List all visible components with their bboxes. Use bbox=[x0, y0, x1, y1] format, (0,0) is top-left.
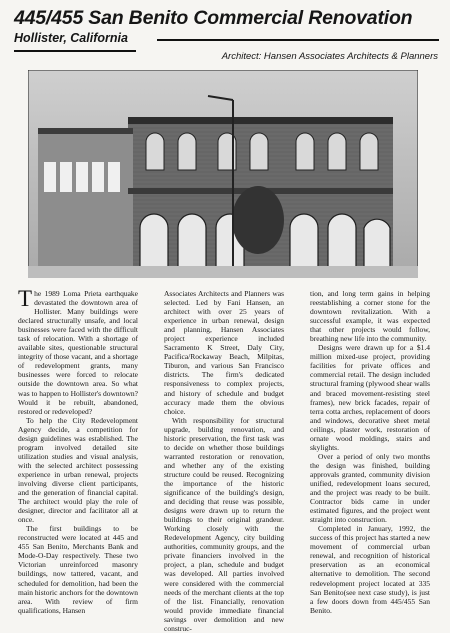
building-photo bbox=[28, 70, 418, 278]
paragraph: With responsibility for structural upgrade, building renovation, and historic preservation, the first task was to decide on whether those buildings warranted restoration or renovation, and whether any of the existing structure could be reused. Recognizing the importance of the historic significance of the building's design, and deciding that reuse was possible, designs were drawn up to return the buildings to their original grandeur. Working closely with the Redevelopment Agency, city building authorities, community groups, and the private financiers involved in the project, a plan, schedule and budget was developed. All parties involved were considered with the commercial needs of the merchant clients at the top of the list. Financially, renovation would provide immediate financial savings over demolition and new construc- bbox=[164, 415, 284, 633]
page-title: 445/455 San Benito Commercial Renovation bbox=[14, 7, 413, 29]
paragraph: Completed in January, 1992, the success of this project has started a new movement of commercial urban renewal, and recognition of historical preservation as an economical alternative to demolition. The second redevelopment project located at 335 San Benito(see next case study), is just a few doors down from 445/455 San Benito. bbox=[310, 524, 430, 615]
title-rule bbox=[157, 39, 439, 41]
paragraph: tion, and long term gains in helping reestablishing a corner stone for the downtown revitalization. With a successful example, it was expected that other projects would follow, breathing new life into the community. bbox=[310, 289, 430, 344]
architect-credit: Architect: Hansen Associates Architects & Planners bbox=[221, 51, 438, 62]
drop-cap: T bbox=[18, 286, 33, 311]
text-column-2 bbox=[164, 289, 284, 633]
paragraph: Over a period of only two months the design was finished, building approvals granted, community division unified, redevelopment loans secured, and the project was ready to be built. Contractor bids came in under estimated figures, and the project went straight into construction. bbox=[310, 451, 430, 525]
paragraph: To help the City Redevelopment Agency decide, a competition for design guidelines was established. The program involved detailed site utilization studies and visual analysis, with the selected architect possessing experience in urban renewal, projects involving diverse client participants, and the generation of financial capital. The architect would play the role of designer, director and facilitator all at once. bbox=[18, 415, 138, 525]
text-column-1 bbox=[18, 286, 138, 615]
paragraph: he 1989 Loma Prieta earthquake devastated the downtown area of Hollister. Many buildings were declared structurally unsafe, and local businesses were faced with the difficult task of relocation. With a shortage of available sites, questionable structural integrity of those vacant, and a shortage of redevelopment grants, many businesses were forced to relocate outside the downtown area. So what was to happen to Hollister's downtown? Would it be rebuilt, abandoned, restored or redeveloped? bbox=[18, 289, 138, 416]
location-subtitle: Hollister, California bbox=[14, 31, 128, 45]
paragraph: The first buildings to be reconstructed were located at 445 and 455 San Benito, Merchants Bank and Mode-O-Day respectively. These two Victorian unreinforced masonry buildings, now tattered, vacant, and scheduled for demolition, had been the main historic anchors for the downtown area. With review of firm qualifications, Hansen bbox=[18, 524, 138, 615]
paragraph: Associates Architects and Planners was selected. Led by Fani Hansen, an architect with over 25 years of experience in urban renewal, design and planning, Hansen Associates project experience included Sacramento K Street, Daly City, Pacifica/Rockaway Beach, Milpitas, Tiburon, and various San Francisco districts. The firm's dedicated responsiveness to complex projects, and history of schedule and budget accuracy made them the obvious choice. bbox=[164, 289, 284, 416]
paragraph: Designs were drawn up for a $1.4 million mixed-use project, providing facilities for private offices and commercial retail. The design included structural framing (plywood shear walls and braced movement-resisting steel frames), new brick facades, repair of terra cotta arches, replacement of doors and windows, decorative sheet metal ceilings, plaster work, restoration of ornate wood moldings, stairs and skylights. bbox=[310, 343, 430, 452]
architect-rule bbox=[14, 50, 136, 52]
text-column-3 bbox=[310, 289, 430, 615]
